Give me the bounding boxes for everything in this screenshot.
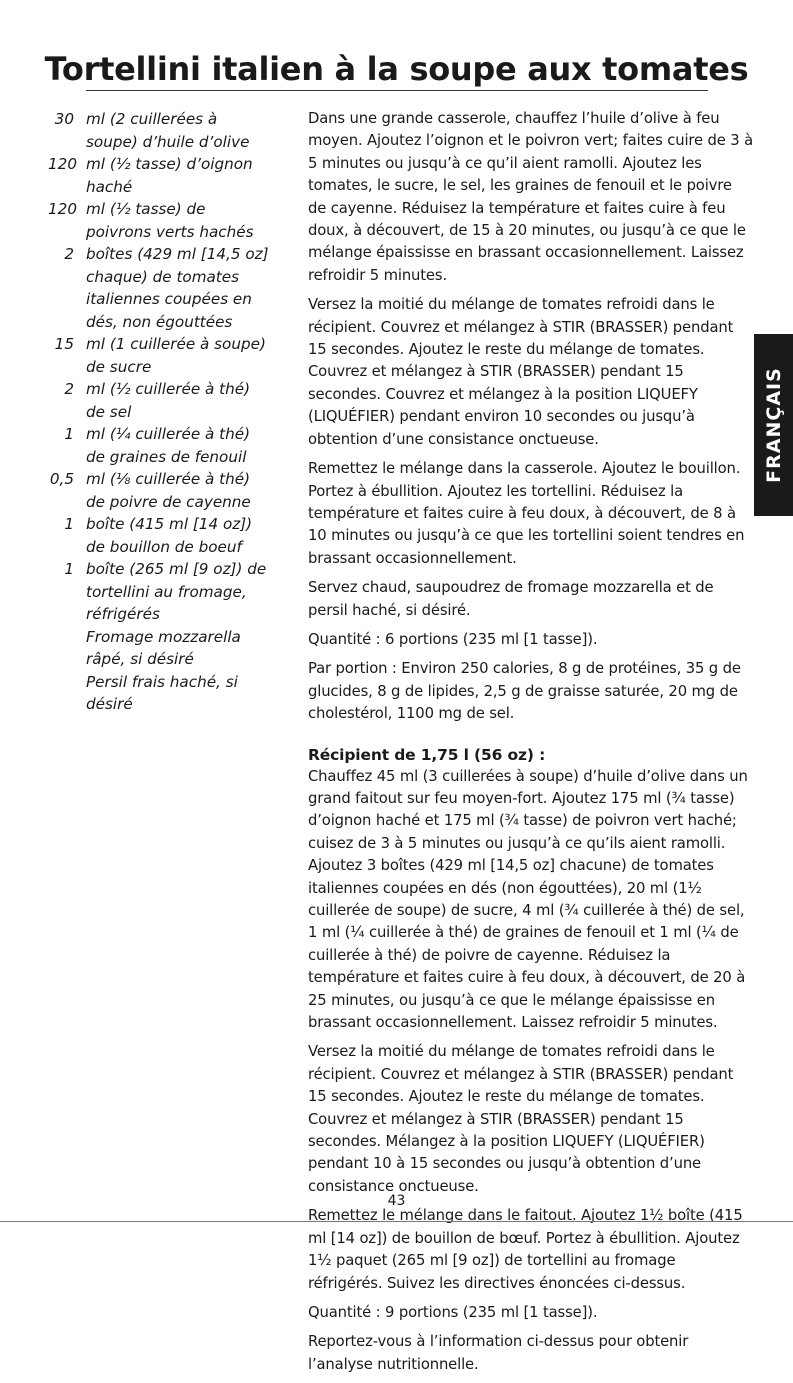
variant-paragraph: Reportez-vous à l’information ci-dessus pour obtenir l’analyse nutritionnelle. [308,1333,689,1373]
language-tab [754,334,793,516]
variant-heading: Récipient de 1,75 l (56 oz) : [308,745,546,764]
variant-yield-text: Quantité : 9 portions (235 ml [1 tasse]). [308,1303,598,1321]
ingredient-item [48,558,270,626]
variant-paragraph: Remettez le mélange dans le faitout. Ajoutez 1½ boîte (415 ml [14 oz]) de bouillon de bœuf. Portez à ébullition. Ajoutez 1½ paquet (265 ml [9 oz]) de tortellini au fromage réfrigérés. Suivez les directives énoncées ci-dessus. [308,1207,743,1292]
ingredient-text: ml (¼ cuillerée à thé) de graines de fenouil [86,425,251,466]
variant-paragraph: Versez la moitié du mélange de tomates refroidi dans le récipient. Couvrez et mélangez à STIR (BRASSER) pendant 15 secondes. Ajoutez le reste du mélange de tomates. Couvrez et mélangez à STIR (BRASSER) pendant 15 secondes. Mélangez à la position LIQUEFY (LIQUÉFIER) pendant 10 à 15 secondes ou jusqu’à obtention d’une consistance onctueuse. [308,1043,734,1195]
ingredient-text: Fromage mozzarella râpé, si désiré [86,627,241,668]
ingredient-text: ml (½ tasse) d’oignon haché [86,155,253,196]
ingredient-qty: 120 [48,155,77,173]
ingredient-item [48,333,270,378]
instruction-paragraph: Dans une grande casserole, chauffez l’huile d’olive à feu moyen. Ajoutez l’oignon et le poivron vert; faites cuire de 3 à 5 minutes ou jusqu’à ce qu’il aient ramolli. Ajoutez les tomates, le sucre, le sel, les graines de fenouil et le poivre de cayenne. Réduisez la température et faites cuire à feu doux, à découvert, de 15 à 20 minutes, ou jusqu’à ce que le mélange épaississe en brassant occasionnellement. Laissez refroidir 5 minutes. [308,110,754,284]
ingredient-item [48,243,270,333]
ingredient-text: Persil frais haché, si désiré [86,672,238,713]
ingredient-qty: 1 [64,560,74,578]
ingredient-text: ml (1 cuillerée à soupe) de sucre [86,335,266,376]
ingredient-text: boîte (265 ml [9 oz]) de tortellini au fromage, réfrigérés [86,560,267,623]
ingredient-qty: 1 [64,515,74,533]
instructions [308,108,754,1383]
variant-paragraph: Chauffez 45 ml (3 cuillerées à soupe) d’huile d’olive dans un grand faitout sur feu moyen-fort. Ajoutez 175 ml (¾ tasse) d’oignon haché et 175 ml (¾ tasse) de poivron vert haché; cuisez de 3 à 5 minutes ou jusqu’à ce qu’ils aient ramolli. Ajoutez 3 boîtes (429 ml [14,5 oz] chacune) de tomates italiennes coupées en dés (non égouttées), 20 ml (1½ cuillerée de soupe) de sucre, 4 ml (¾ cuillerée à thé) de sel, 1 ml (¼ cuillerée à thé) de graines de fenouil et 1 ml (¼ de cuillerée à thé) de poivre de cayenne. Réduisez la température et faites cuire à feu doux, à découvert, de 20 à 25 minutes, ou jusqu’à ce que le mélange épaississe en brassant occasionnellement. Laissez refroidir 5 minutes. [308,767,748,1032]
page-number: 43 [387,1193,406,1209]
ingredient-text: boîtes (429 ml [14,5 oz] chaque) de tomates italiennes coupées en dés, non égouttées [86,245,269,331]
nutrition-text: Par portion : Environ 250 calories, 8 g de protéines, 35 g de glucides, 8 g de lipides, 2,5 g de graisse saturée, 20 mg de cholestérol, 1100 mg de sel. [308,660,741,723]
ingredient-item [48,423,270,468]
ingredient-qty: 1 [64,425,74,443]
title-divider [86,90,708,91]
ingredient-item [48,108,270,153]
ingredient-text: ml (2 cuillerées à soupe) d’huile d’olive [86,110,250,151]
ingredient-item [48,378,270,423]
instruction-paragraph: Versez la moitié du mélange de tomates refroidi dans le récipient. Couvrez et mélangez à STIR (BRASSER) pendant 15 secondes. Ajoutez le reste du mélange de tomates. Couvrez et mélangez à STIR (BRASSER) pendant 15 secondes. Couvrez et mélangez à la position LIQUEFY (LIQUÉFIER) pendant environ 10 secondes ou jusqu’à obtention d’une consistance onctueuse. [308,296,734,448]
ingredient-text: ml (½ tasse) de poivrons verts hachés [86,200,254,241]
ingredient-item [48,468,270,513]
ingredient-item [48,153,270,198]
yield-text: Quantité : 6 portions (235 ml [1 tasse]). [308,630,598,648]
ingredient-qty: 2 [64,380,74,398]
ingredient-qty: 2 [64,245,74,263]
instruction-paragraph: Remettez le mélange dans la casserole. Ajoutez le bouillon. Portez à ébullition. Ajoutez les tortellini. Réduisez la température et faites cuire à feu doux, à découvert, de 8 à 10 minutes ou jusqu’à ce que les tortellini soient tendres en brassant occasionnellement. [308,460,745,567]
ingredient-item [48,626,270,671]
page-title: Tortellini italien à la soupe aux tomates [44,50,749,88]
ingredient-text: boîte (415 ml [14 oz]) de bouillon de boeuf [86,515,253,556]
ingredient-item [48,198,270,243]
bottom-divider [0,1221,793,1222]
ingredient-item [48,513,270,558]
ingredient-qty: 120 [48,200,77,218]
ingredient-list [48,108,270,716]
ingredient-item [48,671,270,716]
ingredient-qty: 30 [54,110,74,128]
ingredient-qty: 0,5 [49,470,74,488]
ingredient-text: ml (½ cuillerée à thé) de sel [86,380,251,421]
language-tab-label: FRANÇAIS [762,367,785,483]
instruction-paragraph: Servez chaud, saupoudrez de fromage mozzarella et de persil haché, si désiré. [308,579,714,619]
ingredient-text: ml (⅛ cuillerée à thé) de poivre de cayenne [86,470,251,511]
ingredient-qty: 15 [54,335,74,353]
